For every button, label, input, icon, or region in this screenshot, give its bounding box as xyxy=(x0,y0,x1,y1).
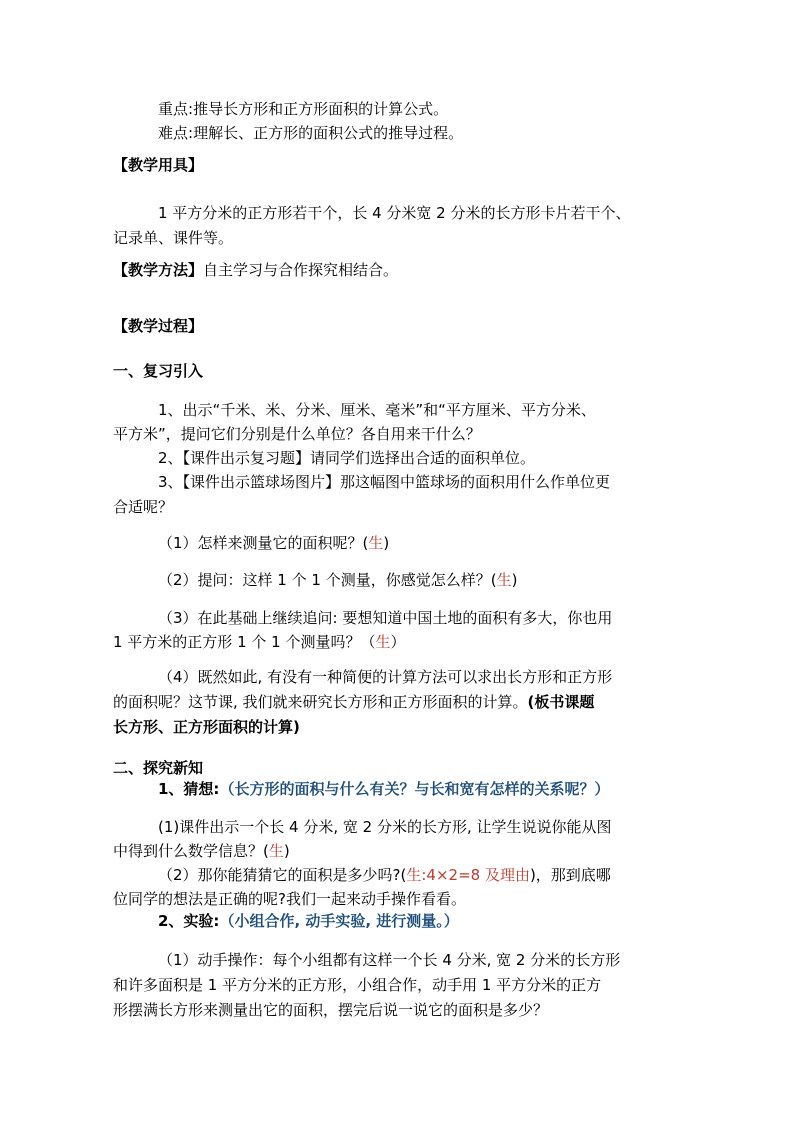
difficulty-text: 理解长、正方形的面积公式的推导过程。 xyxy=(193,124,464,142)
student-response-4: 生 xyxy=(268,842,284,860)
question-4-line-1: （4）既然如此, 有没有一种简便的计算方法可以求出长方形和正方形 xyxy=(158,668,613,686)
question-2 xyxy=(158,571,517,589)
difficulty-label: 难点: xyxy=(158,124,194,142)
guess-line xyxy=(158,780,609,798)
section1-title: 一、复习引入 xyxy=(113,362,204,380)
question-4-line-2 xyxy=(113,693,594,711)
question-2-text: （2）提问：这样 1 个 1 个测量，你感觉怎么样？( xyxy=(158,571,497,589)
question-3-text: 1 平方米的正方形 1 个 1 个测量吗？（ xyxy=(113,633,376,651)
guess-item-1-end: ) xyxy=(283,842,290,860)
question-4-text: 的面积呢？这节课, 我们就来研究长方形和正方形面积的计算。 xyxy=(113,693,528,711)
guess-item-1-text: 中得到什么数学信息？( xyxy=(113,842,269,860)
question-4-line-3: 长方形、正方形面积的计算) xyxy=(113,718,300,736)
guess-item-2-text: （2）那你能猜猜它的面积是多少吗?( xyxy=(158,866,407,884)
difficulty-line xyxy=(158,124,463,142)
question-2-end: ) xyxy=(511,571,518,589)
method-line xyxy=(113,261,398,279)
student-response-5: 生:4×2=8 及理由 xyxy=(406,866,530,884)
key-point-line xyxy=(158,100,448,118)
experiment-note: （小组合作, 动手实验, 进行测量。） xyxy=(219,912,459,930)
tools-line-1: 1 平方分米的正方形若干个，长 4 分米宽 2 分米的长方形卡片若干个、 xyxy=(158,204,631,222)
review-item-1-line-2: 平方米”，提问它们分别是什么单位？各自用来干什么？ xyxy=(113,425,481,443)
experiment-item-1-line-2: 和许多面积是 1 平方分米的正方形，小组合作，动手用 1 平方分米的正方 xyxy=(113,976,602,994)
method-text: 自主学习与合作探究相结合。 xyxy=(203,261,399,279)
guess-item-1-line-2 xyxy=(113,842,290,860)
guess-label: 1、猜想: xyxy=(158,780,220,798)
review-item-2: 2、【课件出示复习题】请同学们选择出合适的面积单位。 xyxy=(158,449,536,467)
guess-item-1-line-1: (1)课件出示一个长 4 分米, 宽 2 分米的长方形, 让学生说说你能从图 xyxy=(158,818,612,836)
experiment-line xyxy=(158,912,459,930)
review-item-3-line-1: 3、【课件出示篮球场图片】那这幅图中篮球场的面积用什么作单位更 xyxy=(158,473,611,491)
question-3-end: ） xyxy=(390,633,406,651)
experiment-label: 2、实验: xyxy=(158,912,220,930)
experiment-item-1-line-3: 形摆满长方形来测量出它的面积，摆完后说一说它的面积是多少？ xyxy=(113,1001,549,1019)
key-point-text: 推导长方形和正方形面积的计算公式。 xyxy=(193,100,449,118)
guess-item-2-end: )，那到底哪 xyxy=(529,866,611,884)
student-response-3: 生 xyxy=(375,633,391,651)
review-item-1-line-1: 1、出示“千米、米、分米、厘米、毫米”和“平方厘米、平方分米、 xyxy=(158,401,596,419)
question-3-line-2 xyxy=(113,633,406,651)
student-response-2: 生 xyxy=(496,571,512,589)
question-1-end: ) xyxy=(383,534,390,552)
question-3-line-1: （3）在此基础上继续追问: 要想知道中国土地的面积有多大，你也用 xyxy=(158,609,613,627)
process-heading: 【教学过程】 xyxy=(113,317,204,335)
question-1 xyxy=(158,534,389,552)
key-point-label: 重点: xyxy=(158,100,194,118)
section2-title: 二、探究新知 xyxy=(113,759,204,777)
student-response-1: 生 xyxy=(368,534,384,552)
method-heading: 【教学方法】 xyxy=(113,261,204,279)
guess-item-2-line-1 xyxy=(158,866,611,884)
guess-question: （长方形的面积与什么有关？与长和宽有怎样的关系呢？） xyxy=(219,780,610,798)
tools-heading: 【教学用具】 xyxy=(113,156,204,174)
review-item-3-line-2: 合适呢？ xyxy=(113,498,174,516)
tools-line-2: 记录单、课件等。 xyxy=(113,229,234,247)
board-title-note: (板书课题 xyxy=(527,693,595,711)
experiment-item-1-line-1: （1）动手操作：每个小组都有这样一个长 4 分米, 宽 2 分米的长方形 xyxy=(158,951,621,969)
guess-item-2-line-2: 位同学的想法是正确的呢?我们一起来动手操作看看。 xyxy=(113,890,466,908)
question-1-text: （1）怎样来测量它的面积呢？( xyxy=(158,534,369,552)
